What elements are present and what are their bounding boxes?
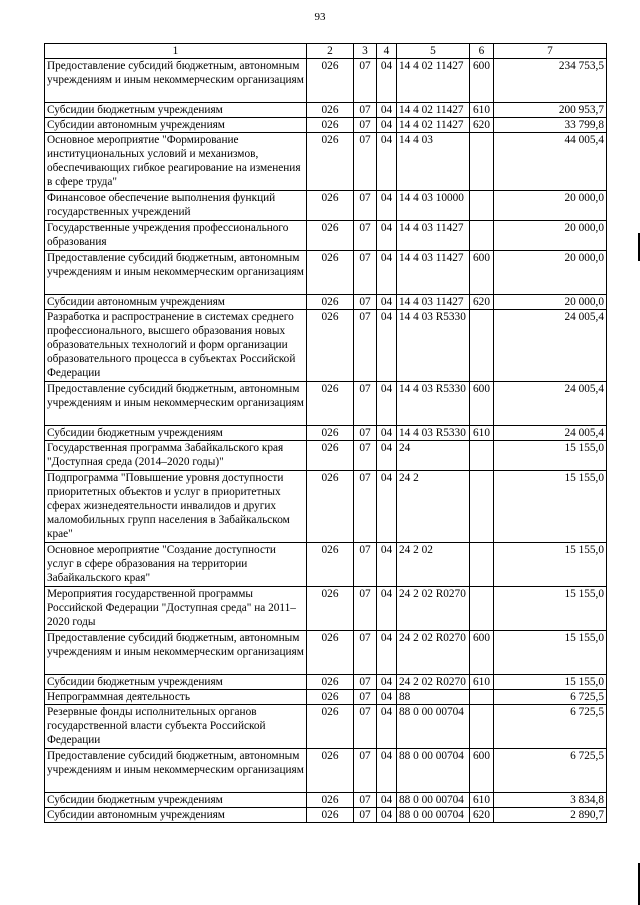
cell-subsection: 04 <box>377 749 397 793</box>
cell-subsection: 04 <box>377 631 397 675</box>
cell-section: 07 <box>354 118 377 133</box>
cell-subsection: 04 <box>377 382 397 426</box>
cell-name: Финансовое обеспечение выполнения функций государственных учреждений <box>45 191 307 221</box>
cell-type: 600 <box>470 749 494 793</box>
cell-name: Предоставление субсидий бюджетным, автономным учреждениям и иным некоммерческим организациям <box>45 59 307 103</box>
cell-section: 07 <box>354 59 377 103</box>
table-row <box>45 441 607 471</box>
table-row <box>45 631 607 675</box>
cell-target: 14 4 03 10000 <box>397 191 470 221</box>
cell-name: Подпрограмма "Повышение уровня доступности приоритетных объектов и услуг в приоритетных сферах жизнедеятельности инвалидов и других маломобильных групп населения в Забайкальском крае" <box>45 471 307 543</box>
cell-admin: 026 <box>307 543 354 587</box>
table-row <box>45 118 607 133</box>
header-col-name: 1 <box>45 44 307 59</box>
cell-name: Резервные фонды исполнительных органов государственной власти субъекта Российской Федерации <box>45 705 307 749</box>
cell-admin: 026 <box>307 133 354 191</box>
cell-admin: 026 <box>307 749 354 793</box>
cell-subsection: 04 <box>377 587 397 631</box>
cell-subsection: 04 <box>377 295 397 310</box>
cell-section: 07 <box>354 426 377 441</box>
table-body <box>45 59 607 823</box>
table-row <box>45 587 607 631</box>
cell-admin: 026 <box>307 191 354 221</box>
table-row <box>45 543 607 587</box>
cell-target: 88 <box>397 690 470 705</box>
cell-admin: 026 <box>307 587 354 631</box>
cell-admin: 026 <box>307 118 354 133</box>
table-row <box>45 191 607 221</box>
cell-section: 07 <box>354 441 377 471</box>
cell-section: 07 <box>354 587 377 631</box>
cell-name: Субсидии автономным учреждениям <box>45 808 307 823</box>
cell-admin: 026 <box>307 808 354 823</box>
cell-target: 14 4 02 11427 <box>397 118 470 133</box>
cell-name: Субсидии автономным учреждениям <box>45 118 307 133</box>
cell-section: 07 <box>354 471 377 543</box>
cell-type: 620 <box>470 118 494 133</box>
cell-subsection: 04 <box>377 441 397 471</box>
cell-subsection: 04 <box>377 251 397 295</box>
cell-type: 600 <box>470 631 494 675</box>
table-row <box>45 426 607 441</box>
cell-amount: 20 000,0 <box>494 221 607 251</box>
header-col-subsection: 4 <box>377 44 397 59</box>
cell-target: 88 0 00 00704 <box>397 705 470 749</box>
table-row <box>45 690 607 705</box>
cell-subsection: 04 <box>377 543 397 587</box>
cell-amount: 33 799,8 <box>494 118 607 133</box>
cell-section: 07 <box>354 103 377 118</box>
cell-subsection: 04 <box>377 133 397 191</box>
table-row <box>45 133 607 191</box>
cell-admin: 026 <box>307 251 354 295</box>
cell-amount: 15 155,0 <box>494 471 607 543</box>
cell-amount: 15 155,0 <box>494 631 607 675</box>
cell-target: 14 4 03 11427 <box>397 295 470 310</box>
cell-admin: 026 <box>307 471 354 543</box>
cell-admin: 026 <box>307 426 354 441</box>
cell-subsection: 04 <box>377 191 397 221</box>
cell-target: 88 0 00 00704 <box>397 808 470 823</box>
table-row <box>45 749 607 793</box>
cell-section: 07 <box>354 133 377 191</box>
page-number: 93 <box>314 11 326 23</box>
cell-subsection: 04 <box>377 808 397 823</box>
header-col-admin: 2 <box>307 44 354 59</box>
cell-admin: 026 <box>307 59 354 103</box>
table-row <box>45 382 607 426</box>
cell-subsection: 04 <box>377 59 397 103</box>
cell-name: Субсидии бюджетным учреждениям <box>45 793 307 808</box>
cell-type: 600 <box>470 59 494 103</box>
cell-section: 07 <box>354 310 377 382</box>
cell-type: 620 <box>470 295 494 310</box>
cell-name: Субсидии бюджетным учреждениям <box>45 675 307 690</box>
cell-amount: 20 000,0 <box>494 191 607 221</box>
cell-type: 600 <box>470 251 494 295</box>
cell-amount: 6 725,5 <box>494 705 607 749</box>
cell-subsection: 04 <box>377 221 397 251</box>
cell-amount: 6 725,5 <box>494 690 607 705</box>
cell-admin: 026 <box>307 441 354 471</box>
cell-target: 24 <box>397 441 470 471</box>
cell-name: Субсидии бюджетным учреждениям <box>45 426 307 441</box>
cell-type <box>470 471 494 543</box>
cell-section: 07 <box>354 382 377 426</box>
cell-amount: 20 000,0 <box>494 295 607 310</box>
cell-subsection: 04 <box>377 793 397 808</box>
cell-name: Предоставление субсидий бюджетным, автономным учреждениям и иным некоммерческим организациям <box>45 382 307 426</box>
cell-subsection: 04 <box>377 426 397 441</box>
cell-type: 620 <box>470 808 494 823</box>
cell-subsection: 04 <box>377 310 397 382</box>
table-row <box>45 675 607 690</box>
cell-target: 14 4 03 R5330 <box>397 382 470 426</box>
cell-target: 24 2 02 R0270 <box>397 631 470 675</box>
header-row <box>45 44 607 59</box>
table-row <box>45 251 607 295</box>
table-row <box>45 221 607 251</box>
cell-subsection: 04 <box>377 675 397 690</box>
cell-type <box>470 310 494 382</box>
cell-section: 07 <box>354 808 377 823</box>
cell-amount: 24 005,4 <box>494 382 607 426</box>
cell-amount: 15 155,0 <box>494 441 607 471</box>
cell-type <box>470 191 494 221</box>
cell-target: 24 2 02 <box>397 543 470 587</box>
cell-target: 14 4 03 R5330 <box>397 310 470 382</box>
cell-subsection: 04 <box>377 118 397 133</box>
cell-admin: 026 <box>307 382 354 426</box>
cell-type <box>470 705 494 749</box>
cell-admin: 026 <box>307 221 354 251</box>
cell-amount: 24 005,4 <box>494 310 607 382</box>
cell-amount: 2 890,7 <box>494 808 607 823</box>
cell-type <box>470 133 494 191</box>
cell-name: Основное мероприятие "Создание доступности услуг в сфере образования на территории Забайкальского края" <box>45 543 307 587</box>
cell-type <box>470 587 494 631</box>
cell-section: 07 <box>354 690 377 705</box>
cell-target: 24 2 <box>397 471 470 543</box>
cell-amount: 200 953,7 <box>494 103 607 118</box>
cell-subsection: 04 <box>377 690 397 705</box>
header-col-target: 5 <box>397 44 470 59</box>
cell-amount: 44 005,4 <box>494 133 607 191</box>
cell-section: 07 <box>354 221 377 251</box>
cell-name: Государственная программа Забайкальского края "Доступная среда (2014–2020 годы)" <box>45 441 307 471</box>
cell-amount: 20 000,0 <box>494 251 607 295</box>
cell-target: 14 4 03 11427 <box>397 251 470 295</box>
cell-target: 14 4 02 11427 <box>397 59 470 103</box>
cell-admin: 026 <box>307 793 354 808</box>
table-row <box>45 103 607 118</box>
cell-target: 14 4 03 11427 <box>397 221 470 251</box>
cell-section: 07 <box>354 191 377 221</box>
cell-admin: 026 <box>307 675 354 690</box>
cell-section: 07 <box>354 675 377 690</box>
cell-type: 600 <box>470 382 494 426</box>
cell-amount: 24 005,4 <box>494 426 607 441</box>
header-col-amount: 7 <box>494 44 607 59</box>
cell-name: Субсидии автономным учреждениям <box>45 295 307 310</box>
cell-type <box>470 441 494 471</box>
cell-section: 07 <box>354 705 377 749</box>
cell-section: 07 <box>354 749 377 793</box>
cell-type: 610 <box>470 103 494 118</box>
cell-target: 24 2 02 R0270 <box>397 675 470 690</box>
cell-name: Разработка и распространение в системах среднего профессионального, высшего образования новых образовательных технологий и форм организации образовательного процесса в субъектах Российской Федерации <box>45 310 307 382</box>
header-col-type: 6 <box>470 44 494 59</box>
budget-table <box>44 43 607 823</box>
cell-type: 610 <box>470 426 494 441</box>
cell-amount: 15 155,0 <box>494 543 607 587</box>
cell-admin: 026 <box>307 631 354 675</box>
cell-type: 610 <box>470 675 494 690</box>
table-row <box>45 59 607 103</box>
cell-admin: 026 <box>307 690 354 705</box>
table-row <box>45 471 607 543</box>
cell-section: 07 <box>354 631 377 675</box>
cell-name: Основное мероприятие "Формирование институциональных условий и механизмов, обеспечивающих гибкое реагирование на изменения в сфере труда" <box>45 133 307 191</box>
cell-type <box>470 690 494 705</box>
cell-type <box>470 543 494 587</box>
cell-type <box>470 221 494 251</box>
cell-section: 07 <box>354 543 377 587</box>
cell-amount: 234 753,5 <box>494 59 607 103</box>
cell-subsection: 04 <box>377 103 397 118</box>
table-row <box>45 808 607 823</box>
cell-section: 07 <box>354 295 377 310</box>
cell-type: 610 <box>470 793 494 808</box>
cell-section: 07 <box>354 251 377 295</box>
cell-target: 14 4 03 R5330 <box>397 426 470 441</box>
cell-target: 88 0 00 00704 <box>397 749 470 793</box>
cell-amount: 15 155,0 <box>494 587 607 631</box>
table-row <box>45 793 607 808</box>
cell-name: Предоставление субсидий бюджетным, автономным учреждениям и иным некоммерческим организациям <box>45 631 307 675</box>
cell-section: 07 <box>354 793 377 808</box>
cell-target: 14 4 03 <box>397 133 470 191</box>
header-col-section: 3 <box>354 44 377 59</box>
cell-admin: 026 <box>307 705 354 749</box>
cell-name: Субсидии бюджетным учреждениям <box>45 103 307 118</box>
cell-admin: 026 <box>307 295 354 310</box>
cell-admin: 026 <box>307 310 354 382</box>
cell-name: Предоставление субсидий бюджетным, автономным учреждениям и иным некоммерческим организациям <box>45 749 307 793</box>
table-row <box>45 705 607 749</box>
table-row <box>45 295 607 310</box>
cell-amount: 15 155,0 <box>494 675 607 690</box>
cell-name: Предоставление субсидий бюджетным, автономным учреждениям и иным некоммерческим организациям <box>45 251 307 295</box>
cell-target: 14 4 02 11427 <box>397 103 470 118</box>
cell-amount: 3 834,8 <box>494 793 607 808</box>
cell-target: 24 2 02 R0270 <box>397 587 470 631</box>
cell-subsection: 04 <box>377 705 397 749</box>
cell-amount: 6 725,5 <box>494 749 607 793</box>
cell-target: 88 0 00 00704 <box>397 793 470 808</box>
cell-subsection: 04 <box>377 471 397 543</box>
cell-name: Мероприятия государственной программы Российской Федерации "Доступная среда" на 2011–2020 годы <box>45 587 307 631</box>
table-row <box>45 310 607 382</box>
cell-admin: 026 <box>307 103 354 118</box>
cell-name: Непрограммная деятельность <box>45 690 307 705</box>
cell-name: Государственные учреждения профессионального образования <box>45 221 307 251</box>
